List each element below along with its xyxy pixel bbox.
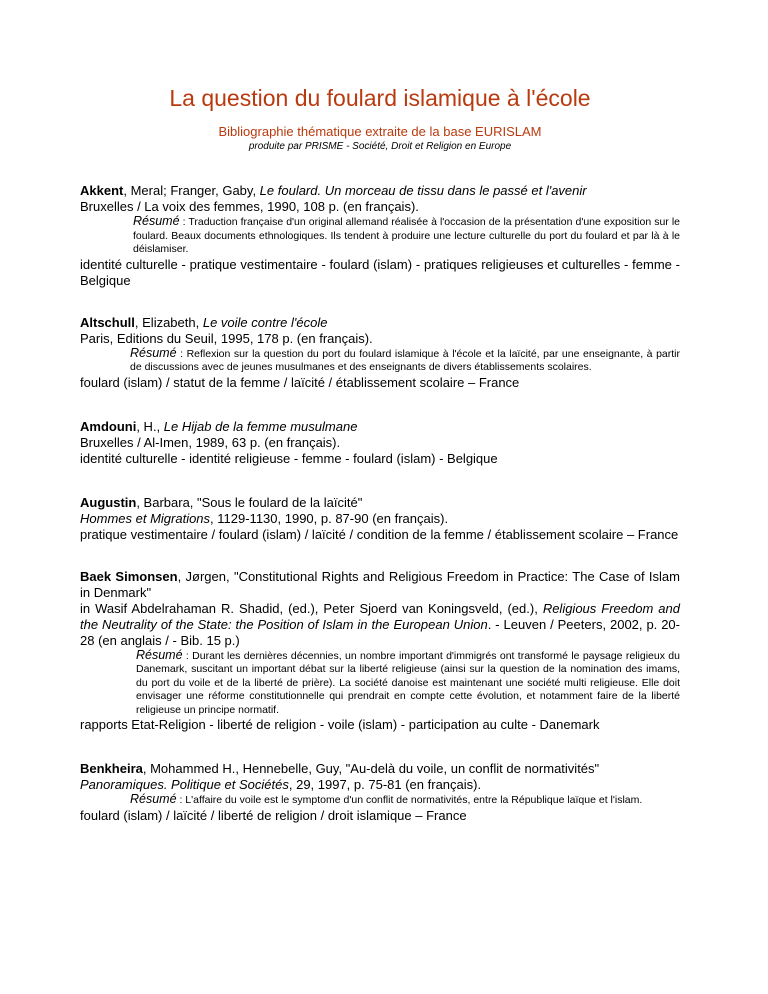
entry-title: Le foulard. Un morceau de tissu dans le passé et l'avenir: [259, 183, 587, 198]
entry-authors-rest: , Barbara, "Sous le foulard de la laïcité": [136, 494, 363, 510]
document-page: [80, 0, 680, 824]
entry-heading: [80, 569, 680, 601]
document-producer: produite par PRISME - Société, Droit et Religion en Europe: [248, 141, 512, 152]
entry-author: Benkheira: [80, 761, 143, 776]
entry-authors-rest: , Mohammed H., Hennebelle, Guy, "Au-delà du voile, un conflit de normativités": [142, 761, 600, 776]
entry-author: Augustin: [80, 494, 137, 510]
entry-keywords: foulard (islam) / statut de la femme / laïcité / établissement scolaire – France: [80, 374, 520, 390]
entry-publication: [80, 511, 680, 527]
entry-authors-rest: , Elizabeth,: [134, 314, 203, 330]
entry-heading: [80, 183, 680, 199]
entry-keywords: identité culturelle - identité religieuse - femme - foulard (islam) - Belgique: [80, 450, 498, 466]
entry-heading: [80, 495, 680, 511]
abstract-label: Résumé: [130, 792, 177, 806]
entry-publication: Bruxelles / La voix des femmes, 1990, 108 p. (en français).: [80, 199, 419, 214]
abstract-text: : L'affaire du voile est le symptome d'un conflit de normativités, entre la République laïque et l'islam.: [176, 794, 643, 806]
entry-publication-prefix: in Wasif Abdelrahaman R. Shadid, (ed.), Peter Sjoerd van Koningsveld, (ed.),: [80, 600, 543, 616]
entry-keywords: pratique vestimentaire / foulard (islam) / laïcité / condition de la femme / établissement scolaire – France: [80, 526, 679, 542]
entry-author: Amdouni: [80, 418, 137, 434]
abstract-label: Résumé: [133, 214, 180, 228]
entry-abstract: [130, 793, 680, 808]
entry-keywords: identité culturelle - pratique vestimentaire - foulard (islam) - pratiques religieuses et culturelles - femme - Belgique: [80, 256, 680, 288]
entry-keywords: rapports Etat-Religion - liberté de religion - voile (islam) - participation au culte - Danemark: [80, 717, 600, 732]
entry-publication: [80, 601, 680, 649]
bibliography-entry: [80, 183, 680, 289]
entry-publication-details: . - Leuven / Peeters, 2002, p. 20-28 (en anglais / - Bib. 15 p.): [80, 616, 680, 648]
bibliography-entry: [80, 569, 680, 734]
entry-publication-details: , 1129-1130, 1990, p. 87-90 (en français).: [210, 510, 449, 526]
abstract-label: Résumé: [130, 345, 177, 360]
entry-keywords: foulard (islam) / laïcité / liberté de religion / droit islamique – France: [80, 807, 467, 823]
entry-journal: Panoramiques. Politique et Sociétés: [80, 777, 289, 792]
document-subtitle: Bibliographie thématique extraite de la base EURISLAM: [218, 124, 542, 139]
entry-publication: [80, 777, 680, 793]
entry-author: Altschull: [80, 314, 135, 330]
entry-abstract: [136, 649, 680, 718]
bibliography-entry: [80, 315, 680, 391]
entry-publication: Paris, Editions du Seuil, 1995, 178 p. (en français).: [80, 330, 373, 346]
abstract-text: : Reflexion sur la question du port du foulard islamique à l'école et la laïcité, par une enseignante, à partir de discussions avec de jeunes musulmanes et des enseignants de divers établissements scolaires.: [130, 347, 680, 373]
entry-title: Le voile contre l'école: [202, 314, 328, 330]
entry-authors-rest: , Jørgen, "Constitutional Rights and Religious Freedom in Practice: The Case of Islam in Denmark": [80, 568, 680, 600]
entry-title: Le Hijab de la femme musulmane: [163, 418, 358, 434]
entry-book-title: Religious Freedom and the Neutrality of the State: the Position of Islam in the European Union: [80, 600, 680, 632]
entry-abstract: [133, 215, 680, 257]
abstract-text: : Durant les dernières décennies, un nombre important d'immigrés ont transformé le paysage religieux du Danemark, suscitant un important débat sur la liberté religieuse (ainsi sur la question de la nomination des imams, du port du voile et de la liberté de prière). La société danoise est maintenant une société multi religieuse. Elle doit envisager une réforme constitutionnelle qui prendrait en compte cette évolution, et notamment faire de la liberté religieuse un principe normatif.: [136, 649, 680, 716]
entry-publication-details: , 29, 1997, p. 75-81 (en français).: [288, 777, 482, 792]
entry-abstract: [130, 347, 680, 375]
document-title: La question du foulard islamique à l'école: [169, 85, 591, 111]
bibliography-entry: [80, 419, 680, 467]
entry-journal: Hommes et Migrations: [80, 510, 211, 526]
entry-author: Baek Simonsen: [80, 568, 178, 584]
entry-heading: [80, 419, 680, 435]
entry-authors-rest: , Meral; Franger, Gaby,: [123, 183, 260, 198]
entry-author: Akkent: [80, 183, 124, 198]
entry-publication: Bruxelles / Al-Imen, 1989, 63 p. (en français).: [80, 434, 341, 450]
bibliography-entry: [80, 495, 680, 543]
entry-heading: [80, 315, 680, 331]
abstract-text: : Traduction française d'un original allemand réalisée à l'occasion de la présentation d'une exposition sur le foulard. Beaux documents ethnologiques. Ils tendent à produire une lecture culturelle du port du foulard et par là à le déislamiser.: [133, 216, 680, 255]
bibliography-entry: [80, 761, 680, 824]
entry-authors-rest: , H.,: [136, 418, 164, 434]
abstract-label: Résumé: [136, 647, 183, 662]
entry-heading: [80, 761, 680, 777]
